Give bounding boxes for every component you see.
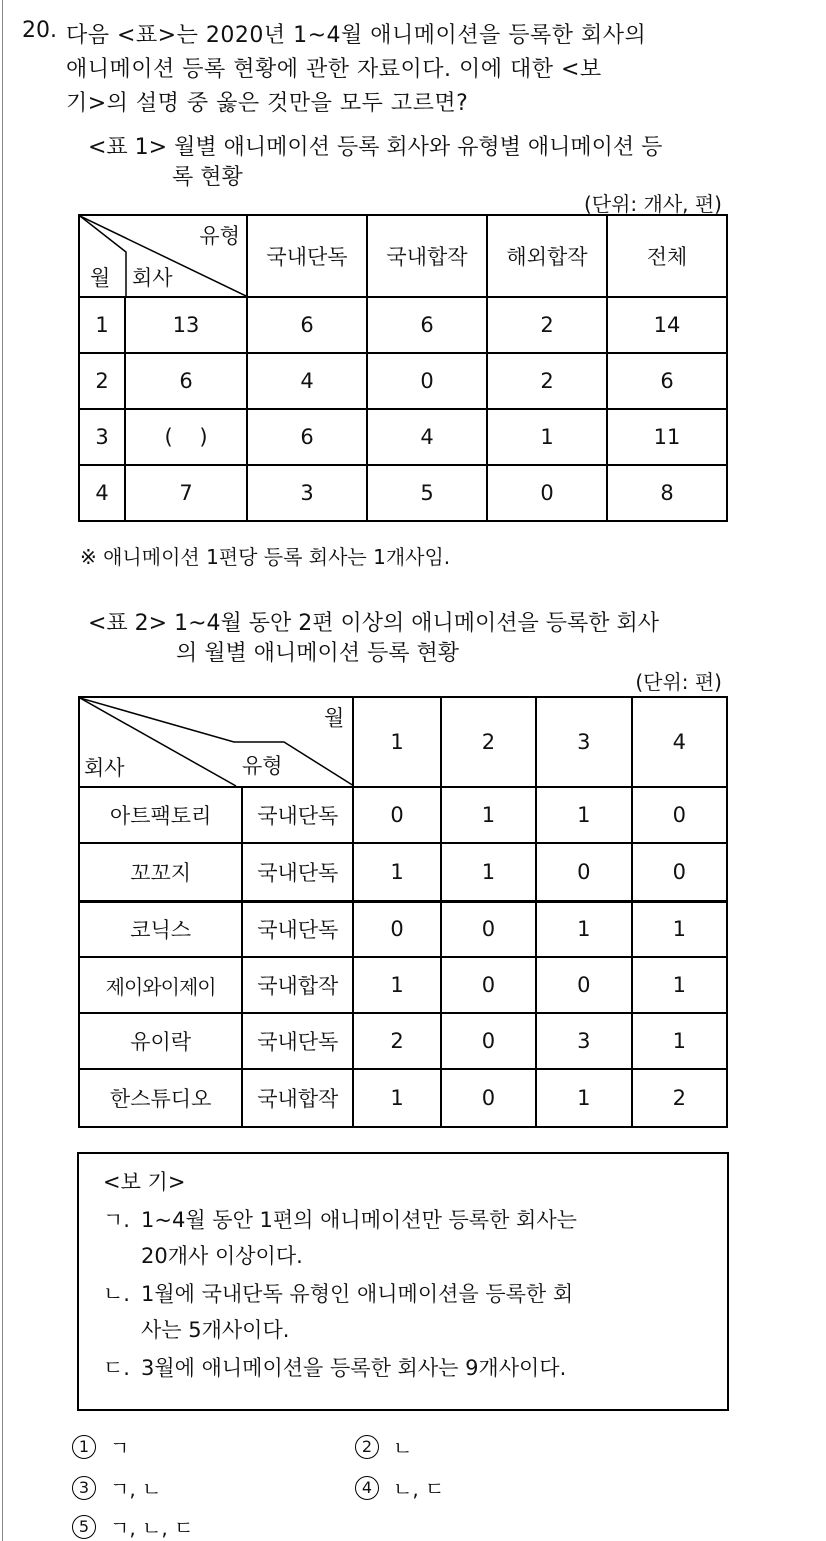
- table1-corner-type-label: 유형: [199, 224, 240, 248]
- table2-value-cell: 0: [441, 957, 536, 1013]
- table-row: [79, 297, 727, 353]
- table1-companies-cell: 6: [125, 353, 247, 409]
- table2-value-cell: 1: [353, 957, 440, 1013]
- table2-value-cell: 0: [353, 901, 440, 957]
- bogi-item-b: [103, 1278, 573, 1308]
- choice-2[interactable]: [355, 1432, 412, 1461]
- table1-value-cell: 4: [247, 353, 367, 409]
- table2-type-cell: 국내단독: [242, 901, 353, 957]
- table1-value-cell: 2: [487, 353, 607, 409]
- table2-company-cell: 제이와이제이: [79, 957, 242, 1013]
- table2-type-cell: 국내단독: [242, 843, 353, 901]
- question-number: 20.: [22, 18, 57, 43]
- table1-value-cell: 1: [487, 409, 607, 465]
- table-row: [79, 1013, 727, 1069]
- table1-value-cell: 8: [607, 465, 727, 521]
- table2-type-cell: 국내단독: [242, 787, 353, 843]
- table2-value-cell: 1: [632, 901, 727, 957]
- table2-type-cell: 국내합작: [242, 1069, 353, 1127]
- table1-month-cell: 2: [79, 353, 125, 409]
- table1-col-header: 해외합작: [487, 215, 607, 297]
- table2-type-cell: 국내합작: [242, 957, 353, 1013]
- choice-number-circle: 3: [72, 1476, 96, 1500]
- table2-col-header: 4: [632, 697, 727, 787]
- page-left-rule: [2, 0, 3, 1541]
- table2-type-cell: 국내단독: [242, 1013, 353, 1069]
- table1-value-cell: 0: [367, 353, 487, 409]
- table2-value-cell: 1: [441, 787, 536, 843]
- table2-value-cell: 1: [632, 1013, 727, 1069]
- table2: [78, 696, 728, 1128]
- table2-caption-line-2: 의 월별 애니메이션 등록 현황: [176, 641, 459, 666]
- bogi-item-text: 1월에 국내단독 유형인 애니메이션을 등록한 회: [141, 1282, 574, 1306]
- table2-value-cell: 1: [441, 843, 536, 901]
- choice-text: ㄴ: [393, 1436, 413, 1460]
- table1-value-cell: 2: [487, 297, 607, 353]
- table2-col-header: 1: [353, 697, 440, 787]
- table2-value-cell: 0: [353, 787, 440, 843]
- table1-value-cell: 5: [367, 465, 487, 521]
- table1-corner-month-label: 월: [90, 266, 111, 290]
- table2-col-header: 2: [441, 697, 536, 787]
- bogi-item-label: ㄷ.: [103, 1356, 130, 1380]
- table1-month-cell: 3: [79, 409, 125, 465]
- choice-number-circle: 1: [72, 1435, 96, 1459]
- table2-value-cell: 0: [632, 787, 727, 843]
- table1-value-cell: 6: [367, 297, 487, 353]
- table2-value-cell: 0: [441, 901, 536, 957]
- table1-value-cell: 3: [247, 465, 367, 521]
- choice-number-circle: 4: [355, 1476, 379, 1500]
- table1-companies-blank-cell: ( ): [125, 409, 247, 465]
- choice-5[interactable]: [72, 1512, 193, 1541]
- table1-value-cell: 0: [487, 465, 607, 521]
- table1-col-header: 국내합작: [367, 215, 487, 297]
- table2-value-cell: 1: [632, 957, 727, 1013]
- bogi-title: <보 기>: [103, 1170, 186, 1194]
- table-row: [79, 843, 727, 901]
- table1-corner-company-label: 회사: [132, 266, 173, 290]
- table2-company-cell: 한스튜디오: [79, 1069, 242, 1127]
- choice-text: ㄴ, ㄷ: [393, 1477, 445, 1501]
- table1-corner-cell: [79, 215, 247, 297]
- table2-header-row: [79, 697, 727, 787]
- choice-text: ㄱ: [110, 1436, 130, 1460]
- table1-value-cell: 6: [247, 409, 367, 465]
- choice-text: ㄱ, ㄴ, ㄷ: [110, 1516, 194, 1540]
- table1-value-cell: 4: [367, 409, 487, 465]
- table1-col-header: 국내단독: [247, 215, 367, 297]
- table-row: [79, 1069, 727, 1127]
- table2-value-cell: 1: [353, 1069, 440, 1127]
- table2-company-cell: 유이락: [79, 1013, 242, 1069]
- table2-corner-month-label: 월: [324, 706, 345, 730]
- bogi-item-b-continuation: 사는 5개사이다.: [141, 1318, 290, 1342]
- table2-col-header: 3: [536, 697, 631, 787]
- table1-header-row: [79, 215, 727, 297]
- table2-value-cell: 0: [632, 843, 727, 901]
- question-stem-line-1: 다음 <표>는 2020년 1~4월 애니메이션을 등록한 회사의: [66, 23, 647, 48]
- table2-value-cell: 1: [536, 787, 631, 843]
- table1-footnote: ※ 애니메이션 1편당 등록 회사는 1개사임.: [80, 545, 451, 569]
- table1-caption-line-1: <표 1> 월별 애니메이션 등록 회사와 유형별 애니메이션 등: [88, 135, 663, 160]
- table1-month-cell: 4: [79, 465, 125, 521]
- table-row: [79, 409, 727, 465]
- table2-value-cell: 0: [441, 1069, 536, 1127]
- bogi-box: [77, 1152, 729, 1411]
- choice-number-circle: 5: [72, 1515, 96, 1539]
- table1-month-cell: 1: [79, 297, 125, 353]
- bogi-item-text: 1~4월 동안 1편의 애니메이션만 등록한 회사는: [141, 1208, 577, 1232]
- bogi-item-label: ㄴ.: [103, 1282, 130, 1306]
- table1-col-header: 전체: [607, 215, 727, 297]
- table1-caption-line-2: 록 현황: [172, 165, 243, 190]
- question-stem-line-2: 애니메이션 등록 현황에 관한 자료이다. 이에 대한 <보: [66, 57, 602, 82]
- table1: [78, 214, 728, 522]
- table-row: [79, 957, 727, 1013]
- choice-text: ㄱ, ㄴ: [110, 1477, 162, 1501]
- table2-company-cell: 아트팩토리: [79, 787, 242, 843]
- table1-value-cell: 6: [607, 353, 727, 409]
- table-row: [79, 901, 727, 957]
- table2-company-cell: 꼬꼬지: [79, 843, 242, 901]
- bogi-item-a: [103, 1204, 577, 1234]
- choice-4[interactable]: [355, 1473, 444, 1502]
- choice-number-circle: 2: [355, 1435, 379, 1459]
- table2-corner-company-label: 회사: [84, 756, 125, 780]
- question-stem-line-3: 기>의 설명 중 옳은 것만을 모두 고르면?: [66, 91, 469, 116]
- table2-value-cell: 0: [536, 843, 631, 901]
- choice-3[interactable]: [72, 1473, 161, 1502]
- choice-1[interactable]: [72, 1432, 129, 1461]
- table-row: [79, 465, 727, 521]
- table2-value-cell: 1: [536, 1069, 631, 1127]
- table1-companies-cell: 7: [125, 465, 247, 521]
- bogi-item-c: [103, 1352, 566, 1382]
- table2-unit: (단위: 편): [635, 670, 722, 694]
- table2-caption-line-1: <표 2> 1~4월 동안 2편 이상의 애니메이션을 등록한 회사: [88, 611, 660, 636]
- bogi-item-label: ㄱ.: [103, 1208, 130, 1232]
- table2-value-cell: 0: [536, 957, 631, 1013]
- table2-value-cell: 2: [632, 1069, 727, 1127]
- table2-value-cell: 3: [536, 1013, 631, 1069]
- table2-value-cell: 0: [441, 1013, 536, 1069]
- table2-value-cell: 1: [353, 843, 440, 901]
- table2-corner-cell: [79, 697, 353, 787]
- table2-company-cell: 코닉스: [79, 901, 242, 957]
- table2-corner-type-label: 유형: [242, 754, 283, 778]
- table1-value-cell: 11: [607, 409, 727, 465]
- bogi-item-a-continuation: 20개사 이상이다.: [141, 1244, 303, 1268]
- table-row: [79, 353, 727, 409]
- table2-value-cell: 1: [536, 901, 631, 957]
- table-row: [79, 787, 727, 843]
- table1-companies-cell: 13: [125, 297, 247, 353]
- bogi-item-text: 3월에 애니메이션을 등록한 회사는 9개사이다.: [141, 1356, 567, 1380]
- table1-value-cell: 6: [247, 297, 367, 353]
- table2-value-cell: 2: [353, 1013, 440, 1069]
- table1-unit: (단위: 개사, 편): [583, 192, 722, 216]
- table1-value-cell: 14: [607, 297, 727, 353]
